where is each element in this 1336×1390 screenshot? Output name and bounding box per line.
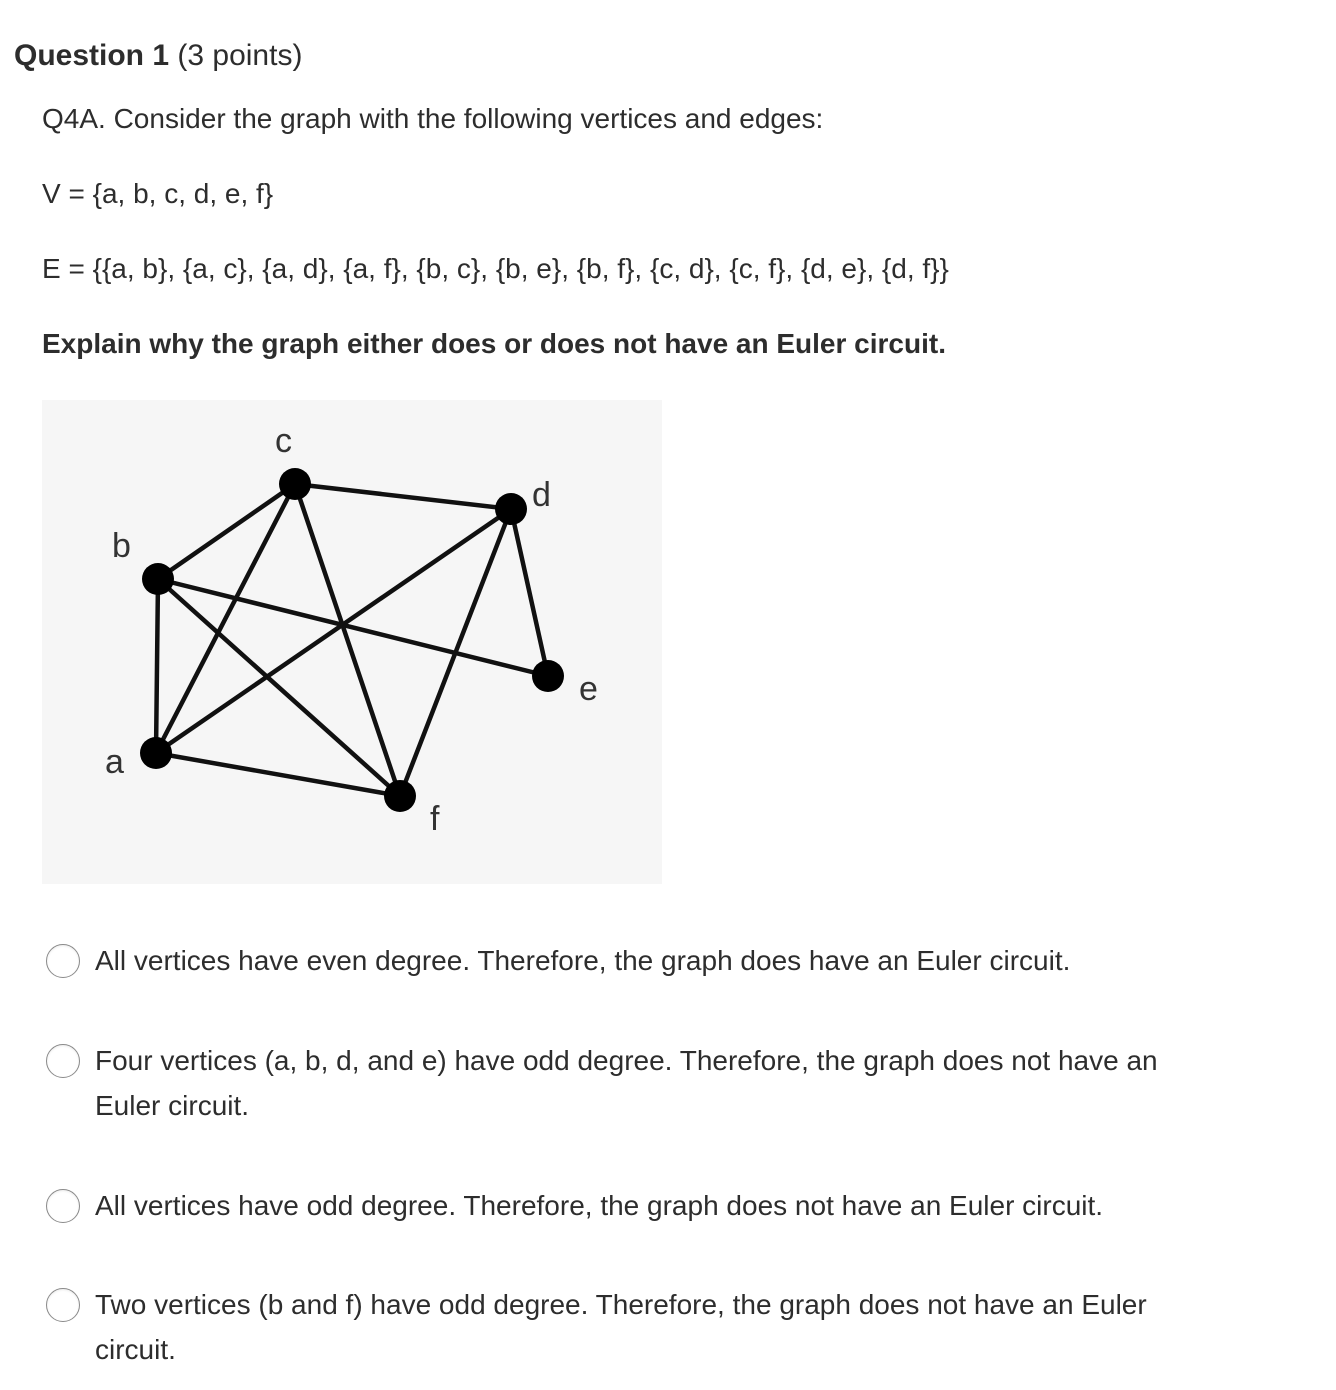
graph-edge-a-b [156, 579, 158, 753]
radio-button[interactable] [46, 1044, 80, 1078]
vertex-label-b: b [112, 527, 131, 565]
vertex-label-a: a [105, 743, 124, 781]
radio-button[interactable] [46, 944, 80, 978]
vertex-label-c: c [275, 422, 292, 460]
question-header [14, 36, 302, 76]
graph-edge-a-c [156, 484, 295, 753]
graph-vertex-e [532, 660, 564, 692]
radio-button[interactable] [46, 1189, 80, 1223]
answer-option-4[interactable] [46, 1286, 1236, 1372]
graph-vertex-b [142, 563, 174, 595]
graph-image [42, 400, 662, 884]
question-points: (3 points) [177, 39, 303, 72]
graph-vertex-labels [105, 422, 598, 838]
question-prompt: Explain why the graph either does or does not have an Euler circuit. [42, 328, 946, 359]
vertices-set: V = {a, b, c, d, e, f} [42, 178, 274, 209]
graph-vertex-f [384, 780, 416, 812]
vertex-label-d: d [532, 476, 551, 514]
edges-set: E = {{a, b}, {a, c}, {a, d}, {a, f}, {b, c}, {b, e}, {b, f}, {c, d}, {c, f}, {d, e}, {d, f}} [42, 253, 949, 284]
graph-edge-d-f [400, 509, 511, 796]
answer-option-2[interactable] [46, 1042, 1236, 1128]
answer-option-label[interactable]: Four vertices (a, b, d, and e) have odd degree. Therefore, the graph does not have an Euler circuit. [95, 1045, 1158, 1121]
graph-vertex-a [140, 737, 172, 769]
graph-vertex-c [279, 468, 311, 500]
vertex-label-e: e [579, 670, 598, 708]
question-intro: Q4A. Consider the graph with the following vertices and edges: [42, 103, 824, 134]
graph-edges [156, 484, 548, 796]
graph-diagram [42, 400, 662, 884]
graph-edge-d-e [511, 509, 548, 676]
answer-option-label[interactable]: Two vertices (b and f) have odd degree. Therefore, the graph does not have an Euler circuit. [95, 1289, 1147, 1365]
answer-option-1[interactable] [46, 942, 1236, 983]
vertex-label-f: f [430, 800, 440, 838]
question-title: Question 1 [14, 39, 170, 72]
answer-option-3[interactable] [46, 1187, 1236, 1228]
graph-edge-b-c [158, 484, 295, 579]
graph-vertex-d [495, 493, 527, 525]
radio-button[interactable] [46, 1288, 80, 1322]
graph-edge-a-f [156, 753, 400, 796]
answer-option-label[interactable]: All vertices have even degree. Therefore, the graph does have an Euler circuit. [95, 945, 1071, 976]
answer-option-label[interactable]: All vertices have odd degree. Therefore, the graph does not have an Euler circuit. [95, 1190, 1104, 1221]
graph-edge-c-d [295, 484, 511, 509]
